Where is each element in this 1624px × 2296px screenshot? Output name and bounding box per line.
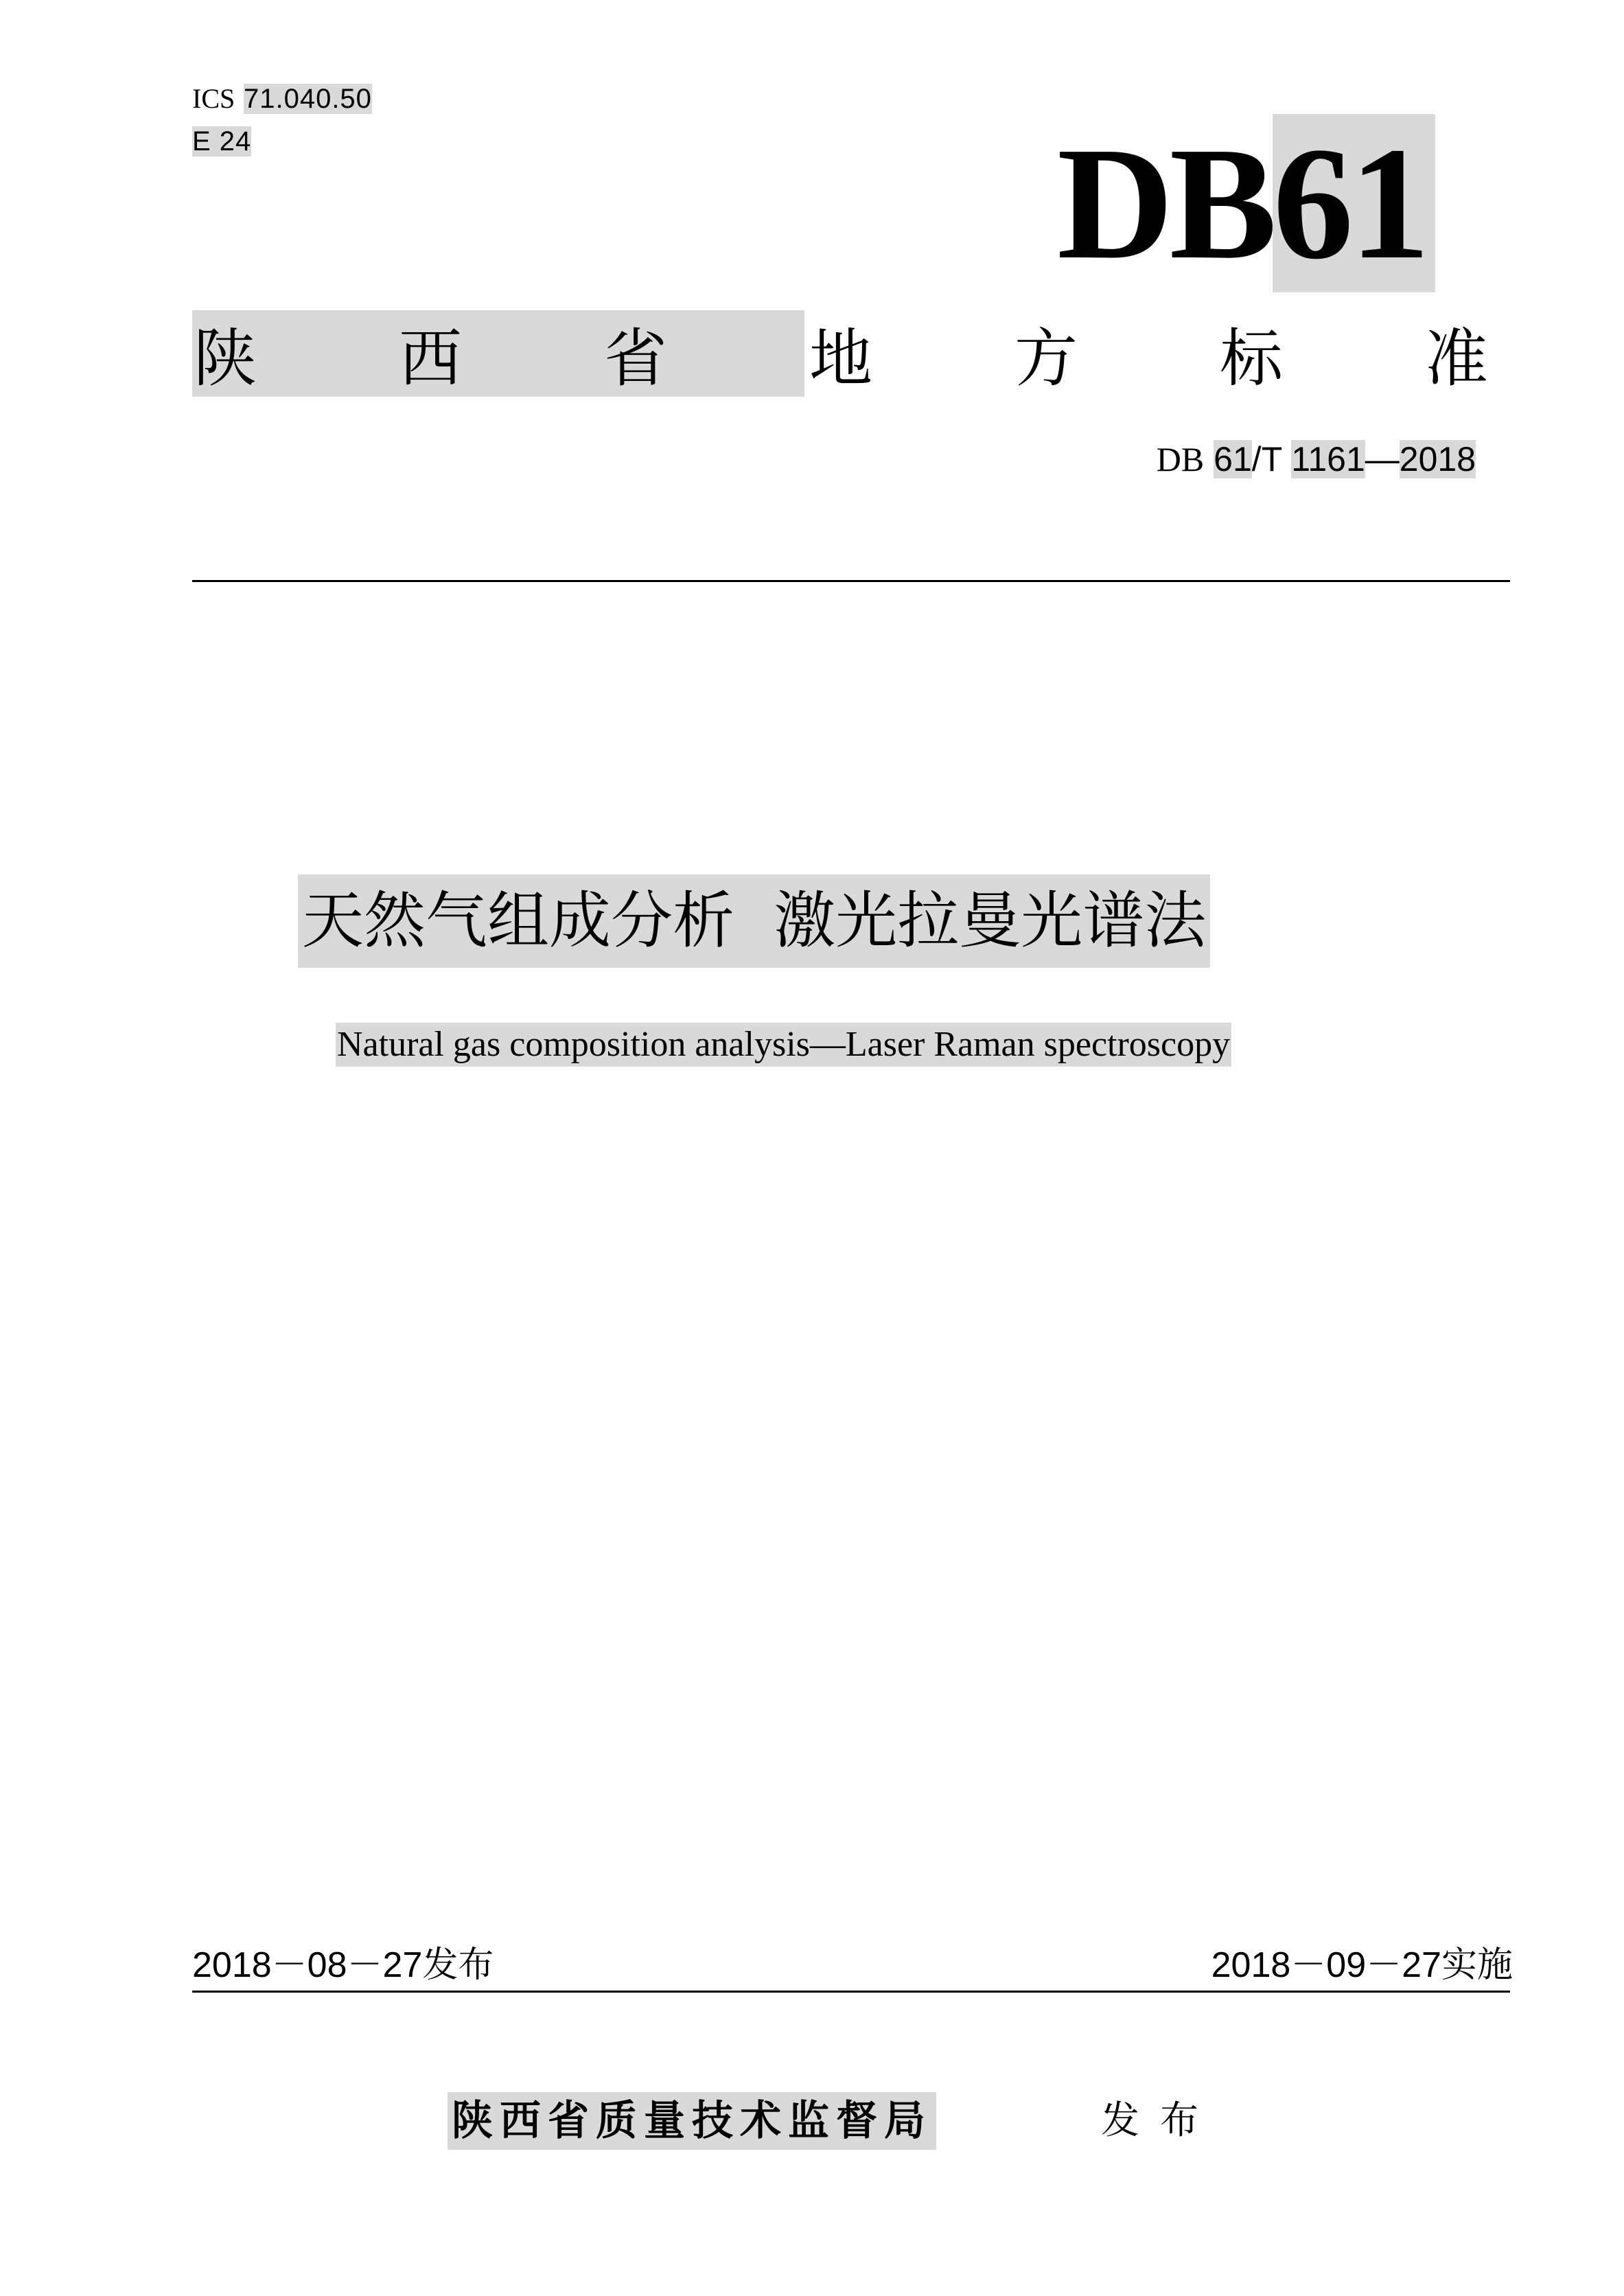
standard-type-char: 陕	[193, 322, 257, 395]
db-logo-prefix: DB	[1057, 114, 1273, 292]
standard-number-serial: 1161	[1291, 440, 1365, 478]
standard-type-char: 省	[603, 322, 667, 395]
publish-date: 2018－08－27	[192, 1945, 423, 1985]
standard-type-char: 准	[1424, 322, 1488, 395]
ccs-code: E 24	[192, 126, 252, 156]
standard-number-dash: —	[1365, 440, 1400, 478]
footer-divider	[192, 1991, 1510, 1993]
standard-number-region: 61	[1214, 440, 1252, 478]
issuer-name: 陕西省质量技术监督局	[448, 2092, 936, 2150]
publish-label: 发布	[422, 1945, 494, 1985]
standard-number	[1157, 437, 1476, 482]
ics-label: ICS	[192, 83, 235, 114]
publish-date-row	[192, 1943, 494, 1988]
standard-type-char: 方	[1014, 322, 1078, 395]
implement-date-row	[1211, 1943, 1513, 1988]
standard-type-char: 地	[809, 322, 872, 395]
standard-type-char: 标	[1219, 322, 1283, 395]
ics-code-row	[192, 81, 372, 117]
implement-label: 实施	[1441, 1945, 1513, 1985]
title-chinese: 天然气组成分析 激光拉曼光谱法	[298, 874, 1210, 968]
header-divider	[192, 580, 1510, 582]
db-logo	[1057, 114, 1435, 292]
standard-type-title	[192, 310, 1489, 397]
standard-number-year: 2018	[1399, 440, 1476, 478]
standard-type-char: 西	[398, 322, 462, 395]
issuer-action: 发布	[1101, 2098, 1219, 2143]
standard-number-type: /T	[1251, 440, 1282, 478]
implement-date: 2018－09－27	[1211, 1945, 1441, 1985]
standard-number-prefix: DB	[1156, 440, 1205, 478]
title-english: Natural gas composition analysis—Laser Raman spectroscopy	[336, 1023, 1231, 1067]
db-logo-number: 61	[1273, 114, 1435, 292]
ics-code: 71.040.50	[243, 84, 372, 114]
ccs-code-row	[192, 124, 251, 159]
